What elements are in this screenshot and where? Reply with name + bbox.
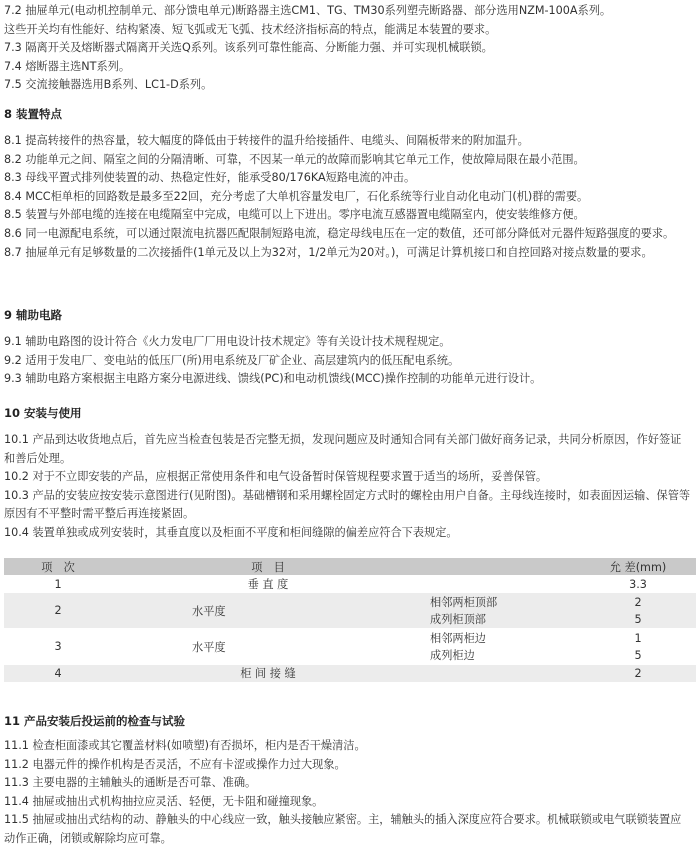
cell-value-line: 1 bbox=[634, 631, 642, 645]
item-10-2: 10.2 对于不立即安装的产品，应根据正常使用条件和电气设备暂时保管规程要求置于适当的场所，妥善保管。 bbox=[4, 470, 548, 484]
paragraph-7-2b: 这些开关均有性能好、结构紧凑、短飞弧或无飞弧、技术经济指标高的特点，能满足本装置的要求。 bbox=[4, 22, 497, 36]
cell-value: 3.3 bbox=[580, 576, 696, 593]
cell-value-line: 5 bbox=[634, 612, 642, 626]
cell-no: 1 bbox=[4, 576, 112, 593]
table-row bbox=[4, 629, 696, 665]
cell-sub bbox=[424, 629, 580, 665]
section-11-heading: 11 产品安装后投运前的检查与试验 bbox=[4, 714, 186, 728]
section-8-heading: 8 装置特点 bbox=[4, 107, 63, 121]
header-blank bbox=[424, 558, 580, 576]
section-9-heading-block bbox=[4, 306, 692, 324]
item-8-7: 8.7 抽屉单元有足够数量的二次接插件(1单元及以上为32对，1/2单元为20对。)，可满足计算机接口和自控回路对接点数量的要求。 bbox=[4, 245, 653, 259]
item-9-2: 9.2 适用于发电厂、变电站的低压厂(所)用电系统及厂矿企业、高层建筑内的低压配电系统。 bbox=[4, 353, 460, 367]
section-9-body bbox=[4, 333, 692, 389]
cell-sub-line: 相邻两柜边 bbox=[430, 631, 486, 645]
item-8-6: 8.6 同一电源配电系统，可以通过限流电抗器匹配限制短路电流，稳定母线电压在一定的数值，还可部分降低对元器件短路强度的要求。 bbox=[4, 226, 675, 240]
paragraph-7-4: 7.4 熔断器主选NT系列。 bbox=[4, 59, 131, 73]
cell-sub-line: 相邻两柜顶部 bbox=[430, 595, 498, 609]
section-10-heading: 10 安装与使用 bbox=[4, 406, 82, 420]
intro-block bbox=[4, 2, 692, 95]
cell-no: 2 bbox=[4, 593, 112, 629]
paragraph-7-3: 7.3 隔离开关及熔断器式隔离开关选Q系列。该系列可靠性能高、分断能力强、并可实现机械联锁。 bbox=[4, 41, 493, 55]
paragraph-7-5: 7.5 交流接触器选用B系列、LC1-D系列。 bbox=[4, 78, 213, 92]
item-10-4: 10.4 装置单独或成列安装时，其垂直度以及柜面不平度和柜间缝隙的偏差应符合下表规定。 bbox=[4, 525, 458, 539]
table-row bbox=[4, 576, 696, 593]
section-8-body bbox=[4, 132, 692, 262]
cell-sub bbox=[424, 593, 580, 629]
item-11-2: 11.2 电器元件的操作机构是否灵活，不应有卡涩或操作力过大现象。 bbox=[4, 757, 346, 771]
cell-sub bbox=[424, 665, 580, 682]
cell-item: 垂 直 度 bbox=[112, 576, 424, 593]
header-item: 项 目 bbox=[112, 558, 424, 576]
cell-value: 2 bbox=[580, 665, 696, 682]
table-row bbox=[4, 593, 696, 629]
item-11-1: 11.1 检查柜面漆或其它覆盖材料(如喷塑)有否损坏，柜内是否干燥清洁。 bbox=[4, 739, 366, 752]
item-8-5: 8.5 装置与外部电缆的连接在电缆隔室中完成，电缆可以上下进出。零序电流互感器置电缆隔室内，使安装维修方便。 bbox=[4, 208, 585, 222]
item-10-3: 10.3 产品的安装应按安装示意图进行(见附图)。基础槽钢和采用螺栓固定方式时的螺栓由用户自备。主母线连接时，如表面因运输、保管等原因有不平整时需平整后再连接紧固。 bbox=[4, 488, 691, 521]
cell-sub-line: 成列柜边 bbox=[430, 648, 475, 662]
cell-sub-line: 成列柜顶部 bbox=[430, 612, 486, 626]
section-10-body bbox=[4, 431, 692, 543]
item-8-2: 8.2 功能单元之间、隔室之间的分隔清晰、可靠，不因某一单元的故障而影响其它单元工作，使故障局限在最小范围。 bbox=[4, 152, 585, 166]
cell-item: 水平度 bbox=[112, 629, 424, 665]
item-8-1: 8.1 提高转接件的热容量，较大幅度的降低由于转接件的温升给接插件、电缆头、间隔板带来的附加温升。 bbox=[4, 134, 529, 147]
paragraph-7-2a: 7.2 抽屉单元(电动机控制单元、部分馈电单元)断路器主选CM1、TG、TM30系列塑壳断路器、部分选用NZM-100A系列。 bbox=[4, 4, 612, 17]
table-header-row bbox=[4, 558, 696, 576]
section-11-body bbox=[4, 737, 692, 849]
cell-no: 3 bbox=[4, 629, 112, 665]
tolerance-table bbox=[4, 558, 696, 682]
item-8-3: 8.3 母线平置式排列使装置的动、热稳定性好，能承受80/176KA短路电流的冲击。 bbox=[4, 171, 416, 185]
cell-value-line: 2 bbox=[634, 595, 642, 609]
header-tolerance: 允 差(mm) bbox=[580, 558, 696, 576]
item-10-1: 10.1 产品到达收货地点后，首先应当检查包装是否完整无损，发现问题应及时通知合同有关部门做好商务记录，共同分析原因，作好签证和善后处理。 bbox=[4, 433, 682, 465]
item-9-1: 9.1 辅助电路图的设计符合《火力发电厂厂用电设计技术规定》等有关设计技术规程规定。 bbox=[4, 335, 451, 348]
header-item-no: 项 次 bbox=[4, 558, 112, 576]
cell-no: 4 bbox=[4, 665, 112, 682]
cell-item: 水平度 bbox=[112, 593, 424, 629]
section-10-heading-block bbox=[4, 404, 692, 422]
cell-item: 柜 间 接 缝 bbox=[112, 665, 424, 682]
item-11-4: 11.4 抽屉或抽出式机构抽拉应灵活、轻便，无卡阻和碰撞现象。 bbox=[4, 794, 324, 808]
cell-value bbox=[580, 593, 696, 629]
section-11-heading-block bbox=[4, 712, 692, 730]
cell-value bbox=[580, 629, 696, 665]
section-9-heading: 9 辅助电路 bbox=[4, 308, 63, 322]
item-8-4: 8.4 MCC柜单柜的回路数是最多至22回，充分考虑了大单机容量发电厂，石化系统等行业自动化电动门(机)群的需要。 bbox=[4, 189, 589, 203]
cell-value-line: 5 bbox=[634, 648, 642, 662]
table-row bbox=[4, 665, 696, 682]
cell-sub bbox=[424, 576, 580, 593]
item-9-3: 9.3 辅助电路方案根据主电路方案分电源进线、馈线(PC)和电动机馈线(MCC)操作控制的功能单元进行设计。 bbox=[4, 372, 542, 386]
section-8-heading-block bbox=[4, 105, 692, 123]
item-11-3: 11.3 主要电器的主辅触头的通断是否可靠、准确。 bbox=[4, 776, 257, 790]
item-11-5: 11.5 抽屉或抽出式结构的动、静触头的中心线应一致，触头接触应紧密。主，辅触头的插入深度应符合要求。机械联锁或电气联锁装置应动作正确，闭锁或解除均应可靠。 bbox=[4, 813, 682, 845]
